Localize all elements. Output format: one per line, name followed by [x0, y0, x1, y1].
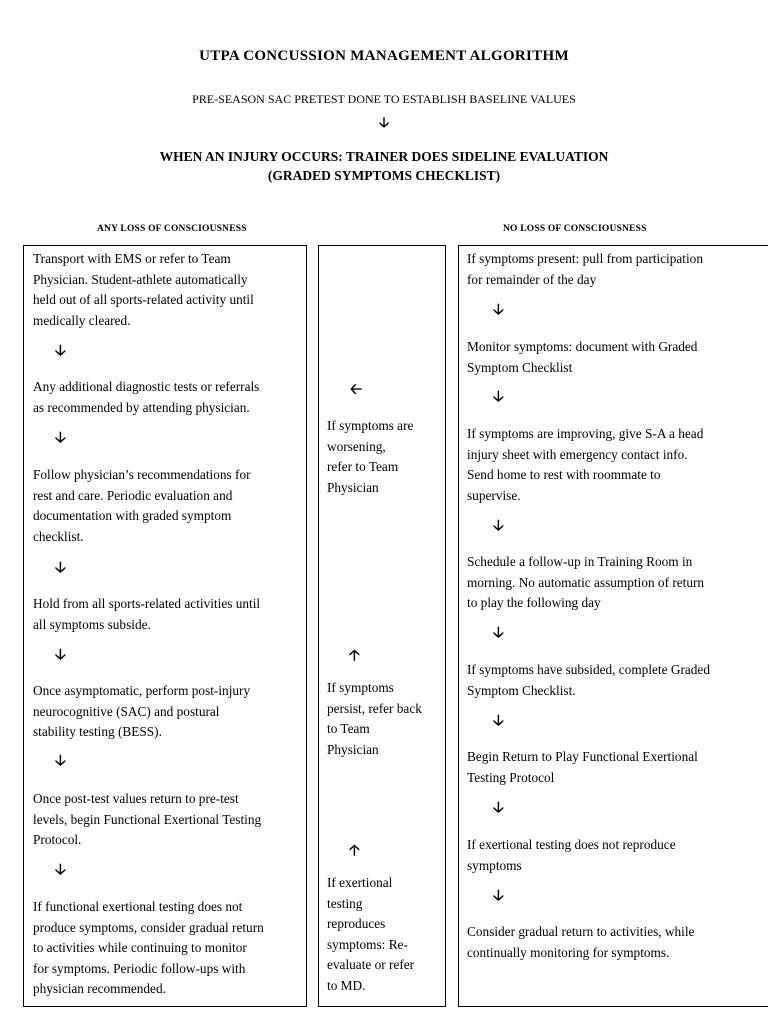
left-step-text: levels, begin Functional Exertional Testing [33, 811, 262, 827]
up-arrow-icon: 🡡 [349, 648, 360, 664]
middle-note-text: testing [327, 895, 363, 911]
left-step-text: checklist. [33, 528, 84, 544]
page-title: UTPA CONCUSSION MANAGEMENT ALGORITHM [199, 48, 569, 64]
left-arrow-icon: 🡠 [350, 382, 363, 398]
middle-note-text: If exertional [327, 875, 393, 890]
down-arrow-icon: 🡣 [493, 302, 504, 318]
up-arrow-icon: 🡡 [349, 843, 360, 859]
left-step-text: medically cleared. [33, 312, 131, 328]
left-step-text: Protocol. [33, 832, 82, 847]
injury-heading-line2: (GRADED SYMPTOMS CHECKLIST) [267, 168, 501, 183]
down-arrow-icon: 🡣 [55, 753, 66, 769]
middle-note-text: Physician [327, 479, 379, 495]
right-step-text: Consider gradual return to activities, while [467, 924, 695, 939]
left-step-text: Hold from all sports-related activities until [33, 596, 261, 611]
left-step-text: all symptoms subside. [33, 616, 151, 632]
right-step-text: If symptoms present: pull from participation [467, 251, 703, 266]
right-step-text: morning. No automatic assumption of return [467, 574, 705, 590]
right-step-text: continually monitoring for symptoms. [467, 944, 670, 960]
left-step-text: Once post-test values return to pre-test [33, 791, 239, 806]
right-step-text: Schedule a follow-up in Training Room in [467, 554, 693, 569]
middle-note-text: Physician [327, 741, 379, 757]
right-step-text: to play the following day [467, 595, 601, 610]
down-arrow-icon: 🡣 [493, 625, 504, 641]
left-step-text: neurocognitive (SAC) and postural [33, 703, 220, 719]
middle-note-text: refer to Team [327, 459, 399, 474]
right-step-text: Symptom Checklist [467, 359, 573, 375]
right-step-text: Begin Return to Play Functional Exertional [467, 749, 698, 764]
left-step-text: stability testing (BESS). [33, 724, 162, 739]
left-step-text: held out of all sports-related activity until [33, 292, 254, 307]
middle-note-text: evaluate or refer [327, 957, 415, 972]
right-step-text: If symptoms have subsided, complete Graded [467, 662, 710, 677]
left-column-heading: ANY LOSS OF CONSCIOUSNESS [97, 224, 247, 234]
left-step-text: If functional exertional testing does not [33, 899, 243, 914]
middle-note-text: If symptoms are [327, 418, 414, 433]
middle-note-text: to Team [327, 721, 370, 736]
left-step-text: Transport with EMS or refer to Team [33, 251, 231, 266]
down-arrow-icon: 🡣 [378, 116, 390, 131]
down-arrow-icon: 🡣 [493, 800, 504, 816]
right-step-text: If exertional testing does not reproduce [467, 837, 676, 852]
middle-note-text: If symptoms [327, 680, 394, 695]
down-arrow-icon: 🡣 [493, 888, 504, 904]
left-step-text: Once asymptomatic, perform post-injury [33, 683, 251, 698]
pretest-text: PRE-SEASON SAC PRETEST DONE TO ESTABLISH BASELINE VALUES [192, 92, 576, 106]
right-step-text: Symptom Checklist. [467, 682, 576, 698]
down-arrow-icon: 🡣 [55, 862, 66, 878]
down-arrow-icon: 🡣 [55, 343, 66, 359]
left-step-text: to activities while continuing to monitor [33, 940, 247, 955]
middle-note-text: worsening, [327, 438, 386, 454]
left-step-text: for symptoms. Periodic follow-ups with [33, 960, 246, 976]
down-arrow-icon: 🡣 [493, 713, 504, 729]
injury-heading-line1: WHEN AN INJURY OCCURS: TRAINER DOES SIDELINE EVALUATION [159, 149, 609, 164]
right-column-heading: NO LOSS OF CONSCIOUSNESS [503, 224, 647, 234]
left-step-text: rest and care. Periodic evaluation and [33, 487, 233, 503]
left-step-text: Follow physician’s recommendations for [33, 467, 251, 482]
middle-note-text: symptoms: Re- [327, 936, 408, 952]
left-step-text: documentation with graded symptom [33, 508, 232, 523]
right-step-text: Send home to rest with roommate to [467, 467, 661, 482]
middle-note-text: reproduces [327, 916, 386, 931]
left-step-text: Physician. Student-athlete automatically [33, 271, 248, 287]
right-step-text: supervise. [467, 487, 521, 503]
down-arrow-icon: 🡣 [55, 560, 66, 576]
left-step-text: physician recommended. [33, 981, 166, 996]
right-step-text: injury sheet with emergency contact info. [467, 446, 688, 462]
right-step-text: Monitor symptoms: document with Graded [467, 339, 698, 354]
left-step-text: Any additional diagnostic tests or referrals [33, 379, 260, 394]
middle-note-text: to MD. [327, 977, 366, 993]
middle-note-text: persist, refer back [327, 700, 422, 716]
down-arrow-icon: 🡣 [55, 647, 66, 663]
right-step-text: symptoms [467, 857, 522, 873]
right-step-text: for remainder of the day [467, 271, 597, 287]
left-step-text: produce symptoms, consider gradual return [33, 919, 264, 935]
right-step-text: If symptoms are improving, give S-A a head [467, 426, 704, 441]
down-arrow-icon: 🡣 [55, 430, 66, 446]
left-step-text: as recommended by attending physician. [33, 399, 250, 415]
down-arrow-icon: 🡣 [493, 518, 504, 534]
down-arrow-icon: 🡣 [493, 389, 504, 405]
right-step-text: Testing Protocol [467, 769, 555, 785]
